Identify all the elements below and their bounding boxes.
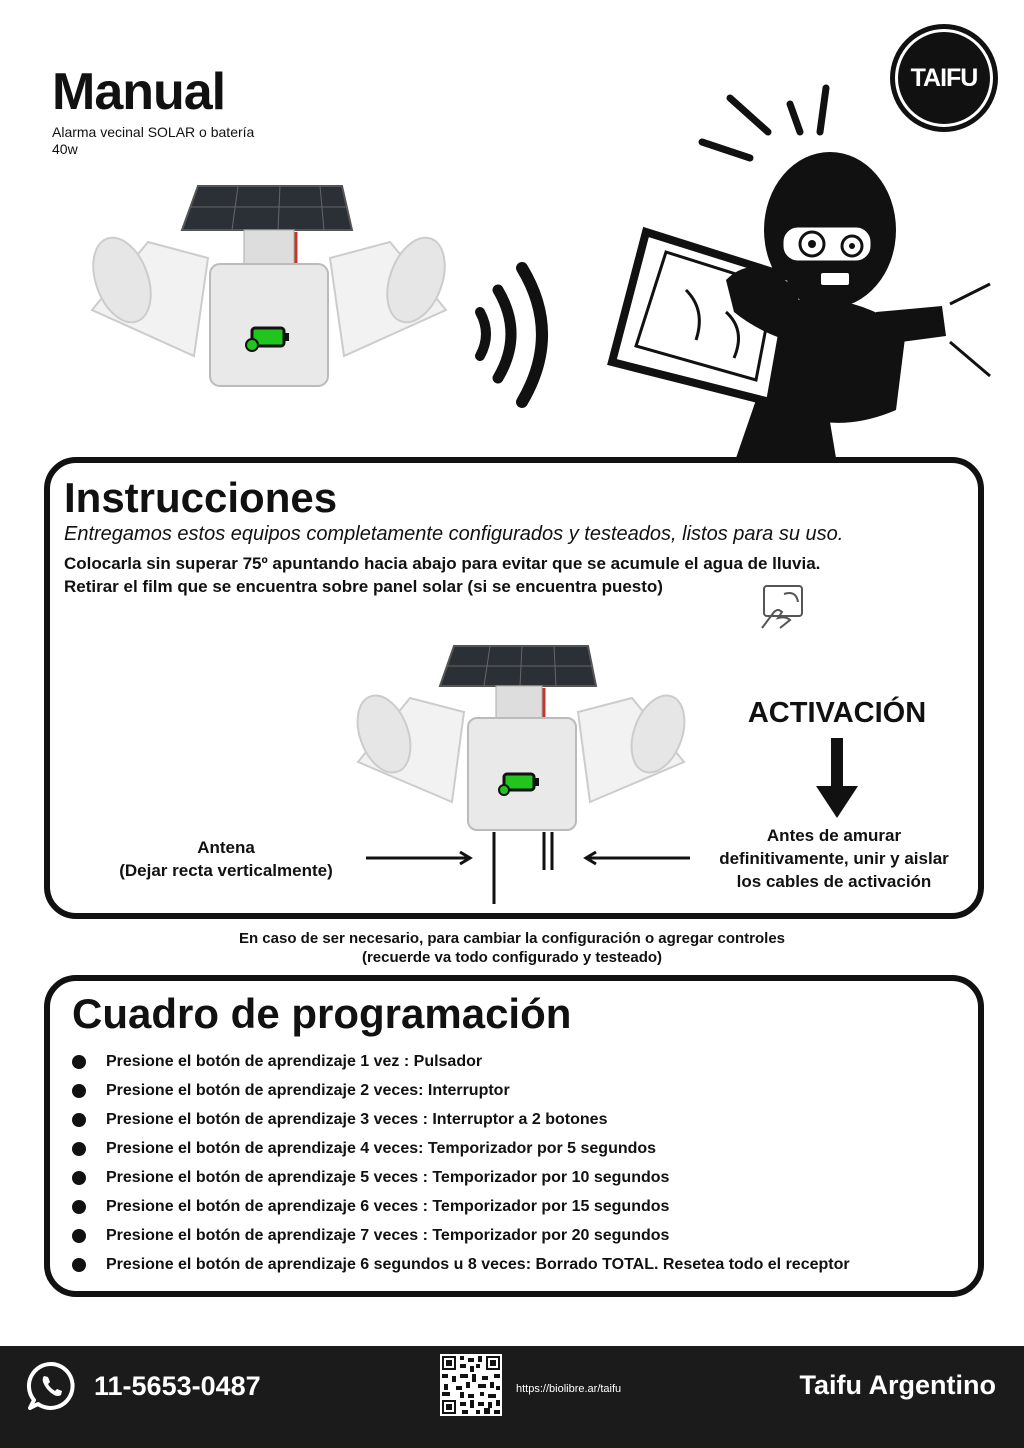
- programming-list: [72, 1050, 952, 1282]
- configuration-note: [100, 929, 924, 967]
- bullet-icon: [72, 1200, 86, 1214]
- antenna-label-title: Antena: [197, 838, 255, 857]
- list-item: [72, 1108, 952, 1137]
- right-speaker: [578, 688, 688, 802]
- control-box: [210, 264, 328, 386]
- bullet-icon: [72, 1171, 86, 1185]
- sound-waves-icon: [466, 252, 576, 422]
- antenna-label-hint: (Dejar recta verticalmente): [119, 861, 333, 880]
- list-item: [72, 1253, 952, 1282]
- list-item-text: Presione el botón de aprendizaje 7 veces : Temporizador por 20 segundos: [106, 1227, 670, 1244]
- subtitle-power: 40w: [52, 141, 78, 157]
- list-item-text: Presione el botón de aprendizaje 6 veces : Temporizador por 15 segundos: [106, 1198, 670, 1215]
- antenna-label: [96, 836, 356, 882]
- list-item-text: Presione el botón de aprendizaje 2 veces: Interruptor: [106, 1082, 510, 1099]
- instructions-film-note: Retirar el film que se encuentra sobre panel solar (si se encuentra puesto): [64, 577, 663, 596]
- arrow-down-icon: [812, 738, 862, 822]
- bullet-icon: [72, 1142, 86, 1156]
- bullet-icon: [72, 1055, 86, 1069]
- bullet-icon: [72, 1229, 86, 1243]
- note-line: (recuerde va todo configurado y testeado): [361, 949, 663, 966]
- list-item: [72, 1079, 952, 1108]
- peel-film-icon: [756, 582, 808, 632]
- phone-number[interactable]: 11-5653-0487: [94, 1371, 261, 1401]
- alarm-device-illustration: [86, 180, 452, 392]
- cables-label-line: definitivamente, unir y aislar: [719, 849, 949, 868]
- thief-illustration: [606, 80, 996, 458]
- bullet-icon: [72, 1084, 86, 1098]
- note-line: En caso de ser necesario, para cambiar la configuración o agregar controles: [238, 930, 786, 947]
- right-speaker: [330, 230, 452, 356]
- page-title: Manual: [52, 63, 226, 121]
- bullet-icon: [72, 1258, 86, 1272]
- list-item-text: Presione el botón de aprendizaje 5 veces : Temporizador por 10 segundos: [106, 1169, 670, 1186]
- arrow-left-icon: [580, 850, 692, 866]
- list-item-text: Presione el botón de aprendizaje 4 veces: Temporizador por 5 segundos: [106, 1140, 657, 1157]
- qr-code[interactable]: [440, 1354, 502, 1416]
- list-item: [72, 1050, 952, 1079]
- left-speaker: [354, 688, 464, 802]
- list-item-text: Presione el botón de aprendizaje 3 veces : Interruptor a 2 botones: [106, 1111, 608, 1128]
- list-item: [72, 1224, 952, 1253]
- cables-label-line: Antes de amurar: [766, 826, 902, 845]
- programming-title: Cuadro de programación: [72, 990, 572, 1037]
- list-item-text: Presione el botón de aprendizaje 1 vez : Pulsador: [106, 1053, 483, 1070]
- device-activation-illustration: [354, 642, 688, 908]
- list-item: [72, 1166, 952, 1195]
- left-speaker: [86, 230, 208, 356]
- instructions-angle-note: Colocarla sin superar 75º apuntando hacia abajo para evitar que se acumule el agua de lluvia.: [64, 554, 821, 573]
- website-link[interactable]: https://biolibre.ar/taifu: [516, 1383, 622, 1395]
- arrow-right-icon: [364, 850, 476, 866]
- activation-title: ACTIVACIÓN: [747, 697, 927, 729]
- list-item: [72, 1195, 952, 1224]
- whatsapp-icon: [26, 1360, 78, 1412]
- instructions-title: Instrucciones: [64, 474, 338, 521]
- brand-name: Taifu Argentino: [799, 1370, 996, 1400]
- list-item: [72, 1137, 952, 1166]
- list-item-text: Presione el botón de aprendizaje 6 segundos u 8 veces: Borrado TOTAL. Resetea todo el receptor: [106, 1256, 850, 1273]
- instructions-intro: Entregamos estos equipos completamente configurados y testeados, listos para su uso.: [64, 523, 844, 545]
- page-subtitle: [52, 124, 352, 158]
- subtitle-product: Alarma vecinal SOLAR o batería: [52, 124, 255, 140]
- cables-label-line: los cables de activación: [736, 872, 932, 891]
- cables-label: [700, 824, 968, 893]
- solar-panel: [182, 186, 352, 230]
- logo-text: TAIFU: [895, 29, 993, 127]
- bullet-icon: [72, 1113, 86, 1127]
